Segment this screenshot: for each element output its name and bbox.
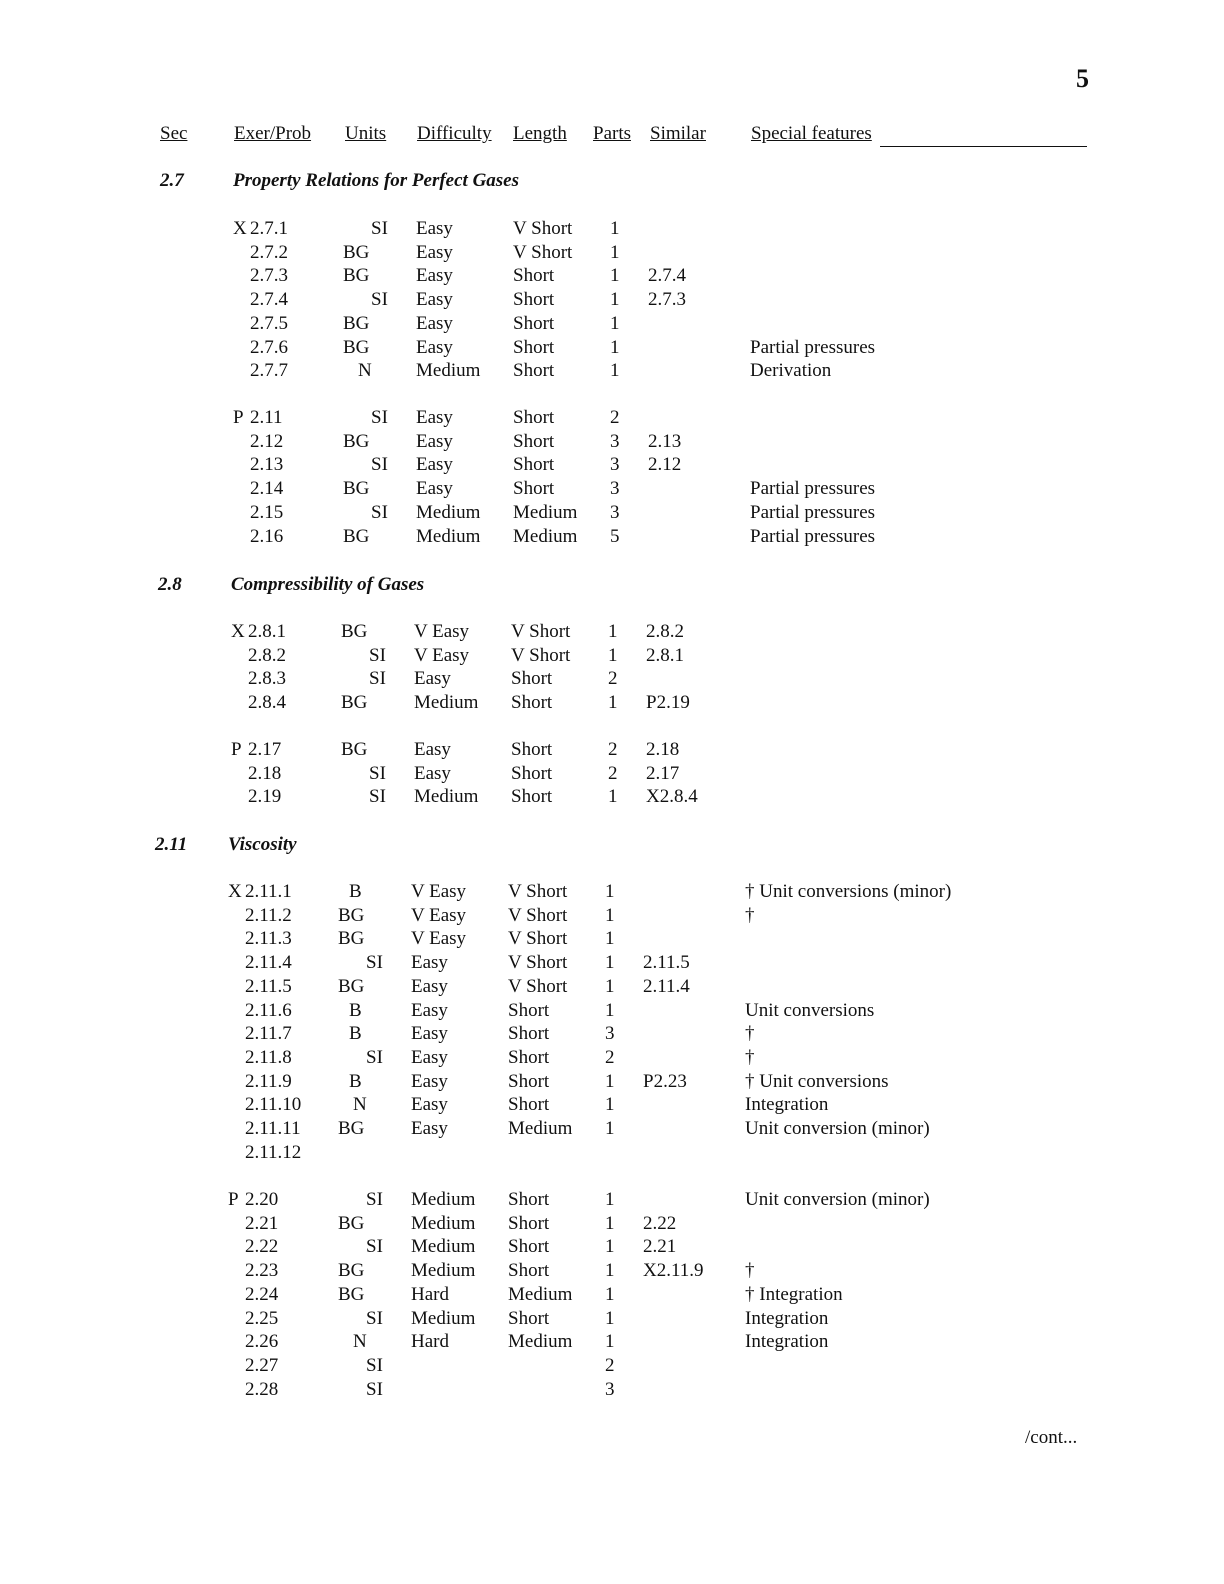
special-features: † Integration — [745, 1283, 843, 1305]
exercise-id: 2.27 — [245, 1354, 279, 1376]
parts: 1 — [608, 786, 618, 808]
page-number: 5 — [1076, 64, 1089, 93]
similar: X2.8.4 — [646, 786, 698, 808]
difficulty: Medium — [416, 360, 481, 382]
length: Medium — [513, 525, 578, 547]
similar: 2.8.2 — [646, 621, 684, 642]
length: Short — [508, 1046, 550, 1068]
exercise-id: 2.26 — [245, 1331, 279, 1353]
parts: 1 — [605, 881, 615, 902]
exercise-id: 2.21 — [245, 1212, 279, 1234]
units: SI — [371, 454, 388, 476]
section-number: 2.11 — [155, 834, 188, 855]
length: Short — [513, 478, 555, 500]
parts: 1 — [610, 312, 620, 334]
length: V Short — [508, 881, 568, 902]
length: Short — [511, 692, 553, 714]
parts: 1 — [608, 644, 618, 666]
difficulty: Easy — [416, 407, 453, 428]
exercise-id: 2.11.9 — [245, 1070, 292, 1092]
units: BG — [343, 430, 370, 452]
special-features: † — [745, 1260, 755, 1282]
parts: 1 — [610, 241, 620, 263]
units: B — [349, 881, 362, 902]
similar: 2.21 — [643, 1236, 677, 1258]
parts: 1 — [610, 360, 620, 382]
difficulty: Easy — [416, 478, 453, 500]
row-type-prefix: P — [233, 407, 244, 428]
special-features: Partial pressures — [750, 478, 876, 500]
section-title: Property Relations for Perfect Gases — [233, 170, 520, 191]
difficulty: Medium — [416, 501, 481, 523]
special-features: Unit conversion (minor) — [745, 1189, 930, 1210]
difficulty: Easy — [416, 430, 453, 452]
difficulty: Easy — [416, 336, 453, 358]
parts: 1 — [605, 1070, 615, 1092]
difficulty: Easy — [414, 739, 451, 760]
exercise-id: 2.15 — [250, 501, 284, 523]
similar: 2.13 — [648, 430, 682, 452]
units: SI — [366, 1354, 383, 1376]
units: BG — [341, 692, 368, 714]
length: Short — [511, 739, 553, 760]
exercise-id: 2.11.10 — [245, 1094, 302, 1116]
parts: 1 — [605, 1094, 615, 1116]
special-features: Partial pressures — [750, 501, 876, 523]
parts: 2 — [608, 739, 618, 760]
units: SI — [369, 644, 386, 666]
length: Short — [508, 1260, 550, 1282]
exercise-id: 2.23 — [245, 1260, 279, 1282]
parts: 5 — [610, 525, 620, 547]
special-features: Unit conversion (minor) — [745, 1118, 930, 1139]
parts: 1 — [605, 1236, 615, 1258]
difficulty: Hard — [411, 1331, 449, 1353]
units: SI — [369, 668, 386, 690]
units: BG — [338, 1283, 365, 1305]
length: V Short — [508, 952, 568, 974]
special-features: Derivation — [750, 360, 832, 382]
special-features: Partial pressures — [750, 525, 876, 547]
units: SI — [371, 218, 388, 239]
length: Short — [511, 786, 553, 808]
units: N — [353, 1094, 367, 1116]
units: SI — [366, 1236, 383, 1258]
units: BG — [343, 241, 370, 263]
length: Medium — [513, 501, 578, 523]
special-features: † Unit conversions — [745, 1070, 889, 1092]
units: BG — [338, 1212, 365, 1234]
exercise-id: 2.11.4 — [245, 952, 292, 974]
difficulty: Easy — [411, 1023, 448, 1045]
special-features: Integration — [745, 1307, 829, 1329]
row-type-prefix: P — [228, 1189, 239, 1210]
exercise-id: 2.11.2 — [245, 904, 292, 926]
difficulty: V Easy — [414, 644, 470, 666]
difficulty: Medium — [416, 525, 481, 547]
difficulty: Easy — [416, 312, 453, 334]
header-difficulty: Difficulty — [417, 123, 492, 144]
units: BG — [343, 525, 370, 547]
length: Short — [508, 1023, 550, 1045]
length: Short — [508, 1307, 550, 1329]
similar: 2.12 — [648, 454, 682, 476]
exercise-id: 2.11 — [250, 407, 283, 428]
length: V Short — [513, 218, 573, 239]
parts: 1 — [605, 1118, 615, 1139]
length: Short — [511, 668, 553, 690]
units: SI — [369, 786, 386, 808]
units: N — [358, 360, 372, 382]
units: SI — [366, 1378, 383, 1400]
similar: 2.18 — [646, 739, 680, 760]
length: Medium — [508, 1331, 573, 1353]
difficulty: Medium — [414, 786, 479, 808]
parts: 1 — [605, 952, 615, 974]
units: B — [349, 1023, 362, 1045]
parts: 1 — [610, 218, 620, 239]
section-number: 2.8 — [158, 574, 182, 595]
exercise-id: 2.11.1 — [245, 881, 292, 902]
parts: 3 — [605, 1023, 615, 1045]
difficulty: Easy — [414, 668, 451, 690]
parts: 1 — [610, 289, 620, 311]
parts: 1 — [610, 336, 620, 358]
special-features: Unit conversions — [745, 999, 875, 1021]
exercise-id: 2.25 — [245, 1307, 279, 1329]
similar: X2.11.9 — [643, 1260, 704, 1282]
units: BG — [343, 478, 370, 500]
section-title: Viscosity — [228, 834, 297, 855]
row-type-prefix: X — [231, 621, 245, 642]
parts: 1 — [605, 1212, 615, 1234]
length: Short — [508, 1070, 550, 1092]
difficulty: V Easy — [411, 904, 467, 926]
similar: P2.23 — [643, 1070, 687, 1092]
units: BG — [338, 1260, 365, 1282]
parts: 1 — [610, 265, 620, 287]
special-features: † — [745, 1046, 755, 1068]
units: BG — [341, 621, 368, 642]
exercise-id: 2.7.5 — [250, 312, 288, 334]
parts: 3 — [610, 430, 620, 452]
length: V Short — [508, 928, 568, 950]
difficulty: Easy — [411, 952, 448, 974]
parts: 1 — [605, 904, 615, 926]
parts: 1 — [608, 692, 618, 714]
exercise-id: 2.13 — [250, 454, 284, 476]
parts: 3 — [610, 478, 620, 500]
parts: 1 — [608, 621, 618, 642]
parts: 2 — [605, 1354, 615, 1376]
header-special-features: Special features — [751, 123, 872, 144]
difficulty: Easy — [411, 1118, 448, 1139]
exercise-id: 2.24 — [245, 1283, 279, 1305]
units: BG — [338, 1118, 365, 1139]
header-length: Length — [513, 123, 567, 144]
length: V Short — [511, 621, 571, 642]
exercise-id: 2.11.6 — [245, 999, 292, 1021]
length: Short — [513, 430, 555, 452]
exercise-id: 2.7.3 — [250, 265, 288, 287]
exercise-id: 2.11.3 — [245, 928, 292, 950]
difficulty: Easy — [411, 1070, 448, 1092]
difficulty: Easy — [416, 241, 453, 263]
length: Short — [513, 360, 555, 382]
exercise-id: 2.28 — [245, 1378, 279, 1400]
difficulty: Medium — [411, 1189, 476, 1210]
difficulty: Easy — [416, 218, 453, 239]
units: SI — [369, 762, 386, 784]
difficulty: Easy — [416, 289, 453, 311]
parts: 1 — [605, 1307, 615, 1329]
length: Short — [508, 1189, 550, 1210]
parts: 1 — [605, 1331, 615, 1353]
length: Short — [513, 265, 555, 287]
units: BG — [343, 265, 370, 287]
special-features: Integration — [745, 1094, 829, 1116]
parts: 1 — [605, 999, 615, 1021]
length: V Short — [511, 644, 571, 666]
special-features: † — [745, 1023, 755, 1045]
parts: 2 — [610, 407, 620, 428]
parts: 1 — [605, 1189, 615, 1210]
exercise-id: 2.19 — [248, 786, 282, 808]
similar: 2.22 — [643, 1212, 677, 1234]
parts: 3 — [605, 1378, 615, 1400]
similar: 2.7.4 — [648, 265, 686, 287]
exercise-id: 2.11.7 — [245, 1023, 292, 1045]
difficulty: Medium — [414, 692, 479, 714]
exercise-id: 2.7.4 — [250, 289, 288, 311]
difficulty: Medium — [411, 1260, 476, 1282]
difficulty: Easy — [411, 1094, 448, 1116]
length: Short — [513, 407, 555, 428]
exercise-id: 2.17 — [248, 739, 282, 760]
units: SI — [366, 1189, 383, 1210]
similar: 2.17 — [646, 762, 680, 784]
length: Short — [513, 289, 555, 311]
parts: 1 — [605, 1260, 615, 1282]
parts: 2 — [608, 762, 618, 784]
length: Medium — [508, 1118, 573, 1139]
special-features: † Unit conversions (minor) — [745, 881, 952, 902]
exercise-id: 2.7.6 — [250, 336, 288, 358]
units: BG — [338, 975, 365, 997]
length: Medium — [508, 1283, 573, 1305]
special-features: Partial pressures — [750, 336, 876, 358]
exercise-id: 2.22 — [245, 1236, 279, 1258]
difficulty: Easy — [411, 999, 448, 1021]
special-features: Integration — [745, 1331, 829, 1353]
length: Short — [508, 999, 550, 1021]
difficulty: Medium — [411, 1307, 476, 1329]
units: BG — [338, 928, 365, 950]
row-type-prefix: X — [228, 881, 242, 902]
length: Short — [513, 336, 555, 358]
length: Short — [508, 1236, 550, 1258]
units: SI — [366, 1046, 383, 1068]
units: SI — [371, 501, 388, 523]
exercise-id: 2.8.4 — [248, 692, 286, 714]
similar: 2.11.4 — [643, 975, 690, 997]
length: Short — [508, 1212, 550, 1234]
length: V Short — [513, 241, 573, 263]
exercise-id: 2.7.2 — [250, 241, 288, 263]
exercise-id: 2.8.3 — [248, 668, 286, 690]
units: BG — [338, 904, 365, 926]
units: SI — [366, 952, 383, 974]
parts: 3 — [610, 501, 620, 523]
header-similar: Similar — [650, 123, 706, 144]
similar: P2.19 — [646, 692, 690, 714]
units: N — [353, 1331, 367, 1353]
difficulty: Hard — [411, 1283, 449, 1305]
header-exer-prob: Exer/Prob — [234, 123, 312, 144]
parts: 1 — [605, 928, 615, 950]
exercise-id: 2.20 — [245, 1189, 279, 1210]
difficulty: Easy — [411, 1046, 448, 1068]
similar: 2.7.3 — [648, 289, 686, 311]
similar: 2.8.1 — [646, 644, 684, 666]
length: Short — [513, 454, 555, 476]
row-type-prefix: P — [231, 739, 242, 760]
exercise-id: 2.11.8 — [245, 1046, 292, 1068]
parts: 3 — [610, 454, 620, 476]
difficulty: V Easy — [414, 621, 470, 642]
units: SI — [371, 407, 388, 428]
header-sec: Sec — [160, 123, 188, 144]
length: V Short — [508, 975, 568, 997]
difficulty: Easy — [411, 975, 448, 997]
difficulty: Easy — [416, 265, 453, 287]
exercise-id: 2.7.7 — [250, 360, 288, 382]
exercise-id: 2.11.11 — [245, 1118, 301, 1139]
units: SI — [366, 1307, 383, 1329]
continued-note: /cont... — [1025, 1427, 1078, 1448]
exercise-id: 2.8.2 — [248, 644, 286, 666]
parts: 1 — [605, 975, 615, 997]
parts: 1 — [605, 1283, 615, 1305]
section-title: Compressibility of Gases — [231, 574, 425, 595]
exercise-id: 2.11.12 — [245, 1141, 302, 1163]
difficulty: Easy — [416, 454, 453, 476]
exercise-id: 2.11.5 — [245, 975, 292, 997]
exercise-id: 2.14 — [250, 478, 284, 500]
units: BG — [341, 739, 368, 760]
exercise-id: 2.12 — [250, 430, 284, 452]
units: SI — [371, 289, 388, 311]
difficulty: V Easy — [411, 928, 467, 950]
units: B — [349, 1070, 362, 1092]
row-type-prefix: X — [233, 218, 247, 239]
header-rule — [880, 146, 1087, 147]
length: Short — [508, 1094, 550, 1116]
units: BG — [343, 312, 370, 334]
difficulty: V Easy — [411, 881, 467, 902]
units: BG — [343, 336, 370, 358]
exercise-id: 2.18 — [248, 762, 282, 784]
exercise-id: 2.16 — [250, 525, 284, 547]
length: Short — [511, 762, 553, 784]
section-number: 2.7 — [160, 170, 184, 191]
similar: 2.11.5 — [643, 952, 690, 974]
special-features: † — [745, 904, 755, 926]
length: Short — [513, 312, 555, 334]
difficulty: Medium — [411, 1236, 476, 1258]
exercise-id: 2.7.1 — [250, 218, 288, 239]
parts: 2 — [608, 668, 618, 690]
header-parts: Parts — [593, 123, 631, 144]
exercise-id: 2.8.1 — [248, 621, 286, 642]
difficulty: Easy — [414, 762, 451, 784]
length: V Short — [508, 904, 568, 926]
units: B — [349, 999, 362, 1021]
header-units: Units — [345, 123, 387, 144]
difficulty: Medium — [411, 1212, 476, 1234]
parts: 2 — [605, 1046, 615, 1068]
